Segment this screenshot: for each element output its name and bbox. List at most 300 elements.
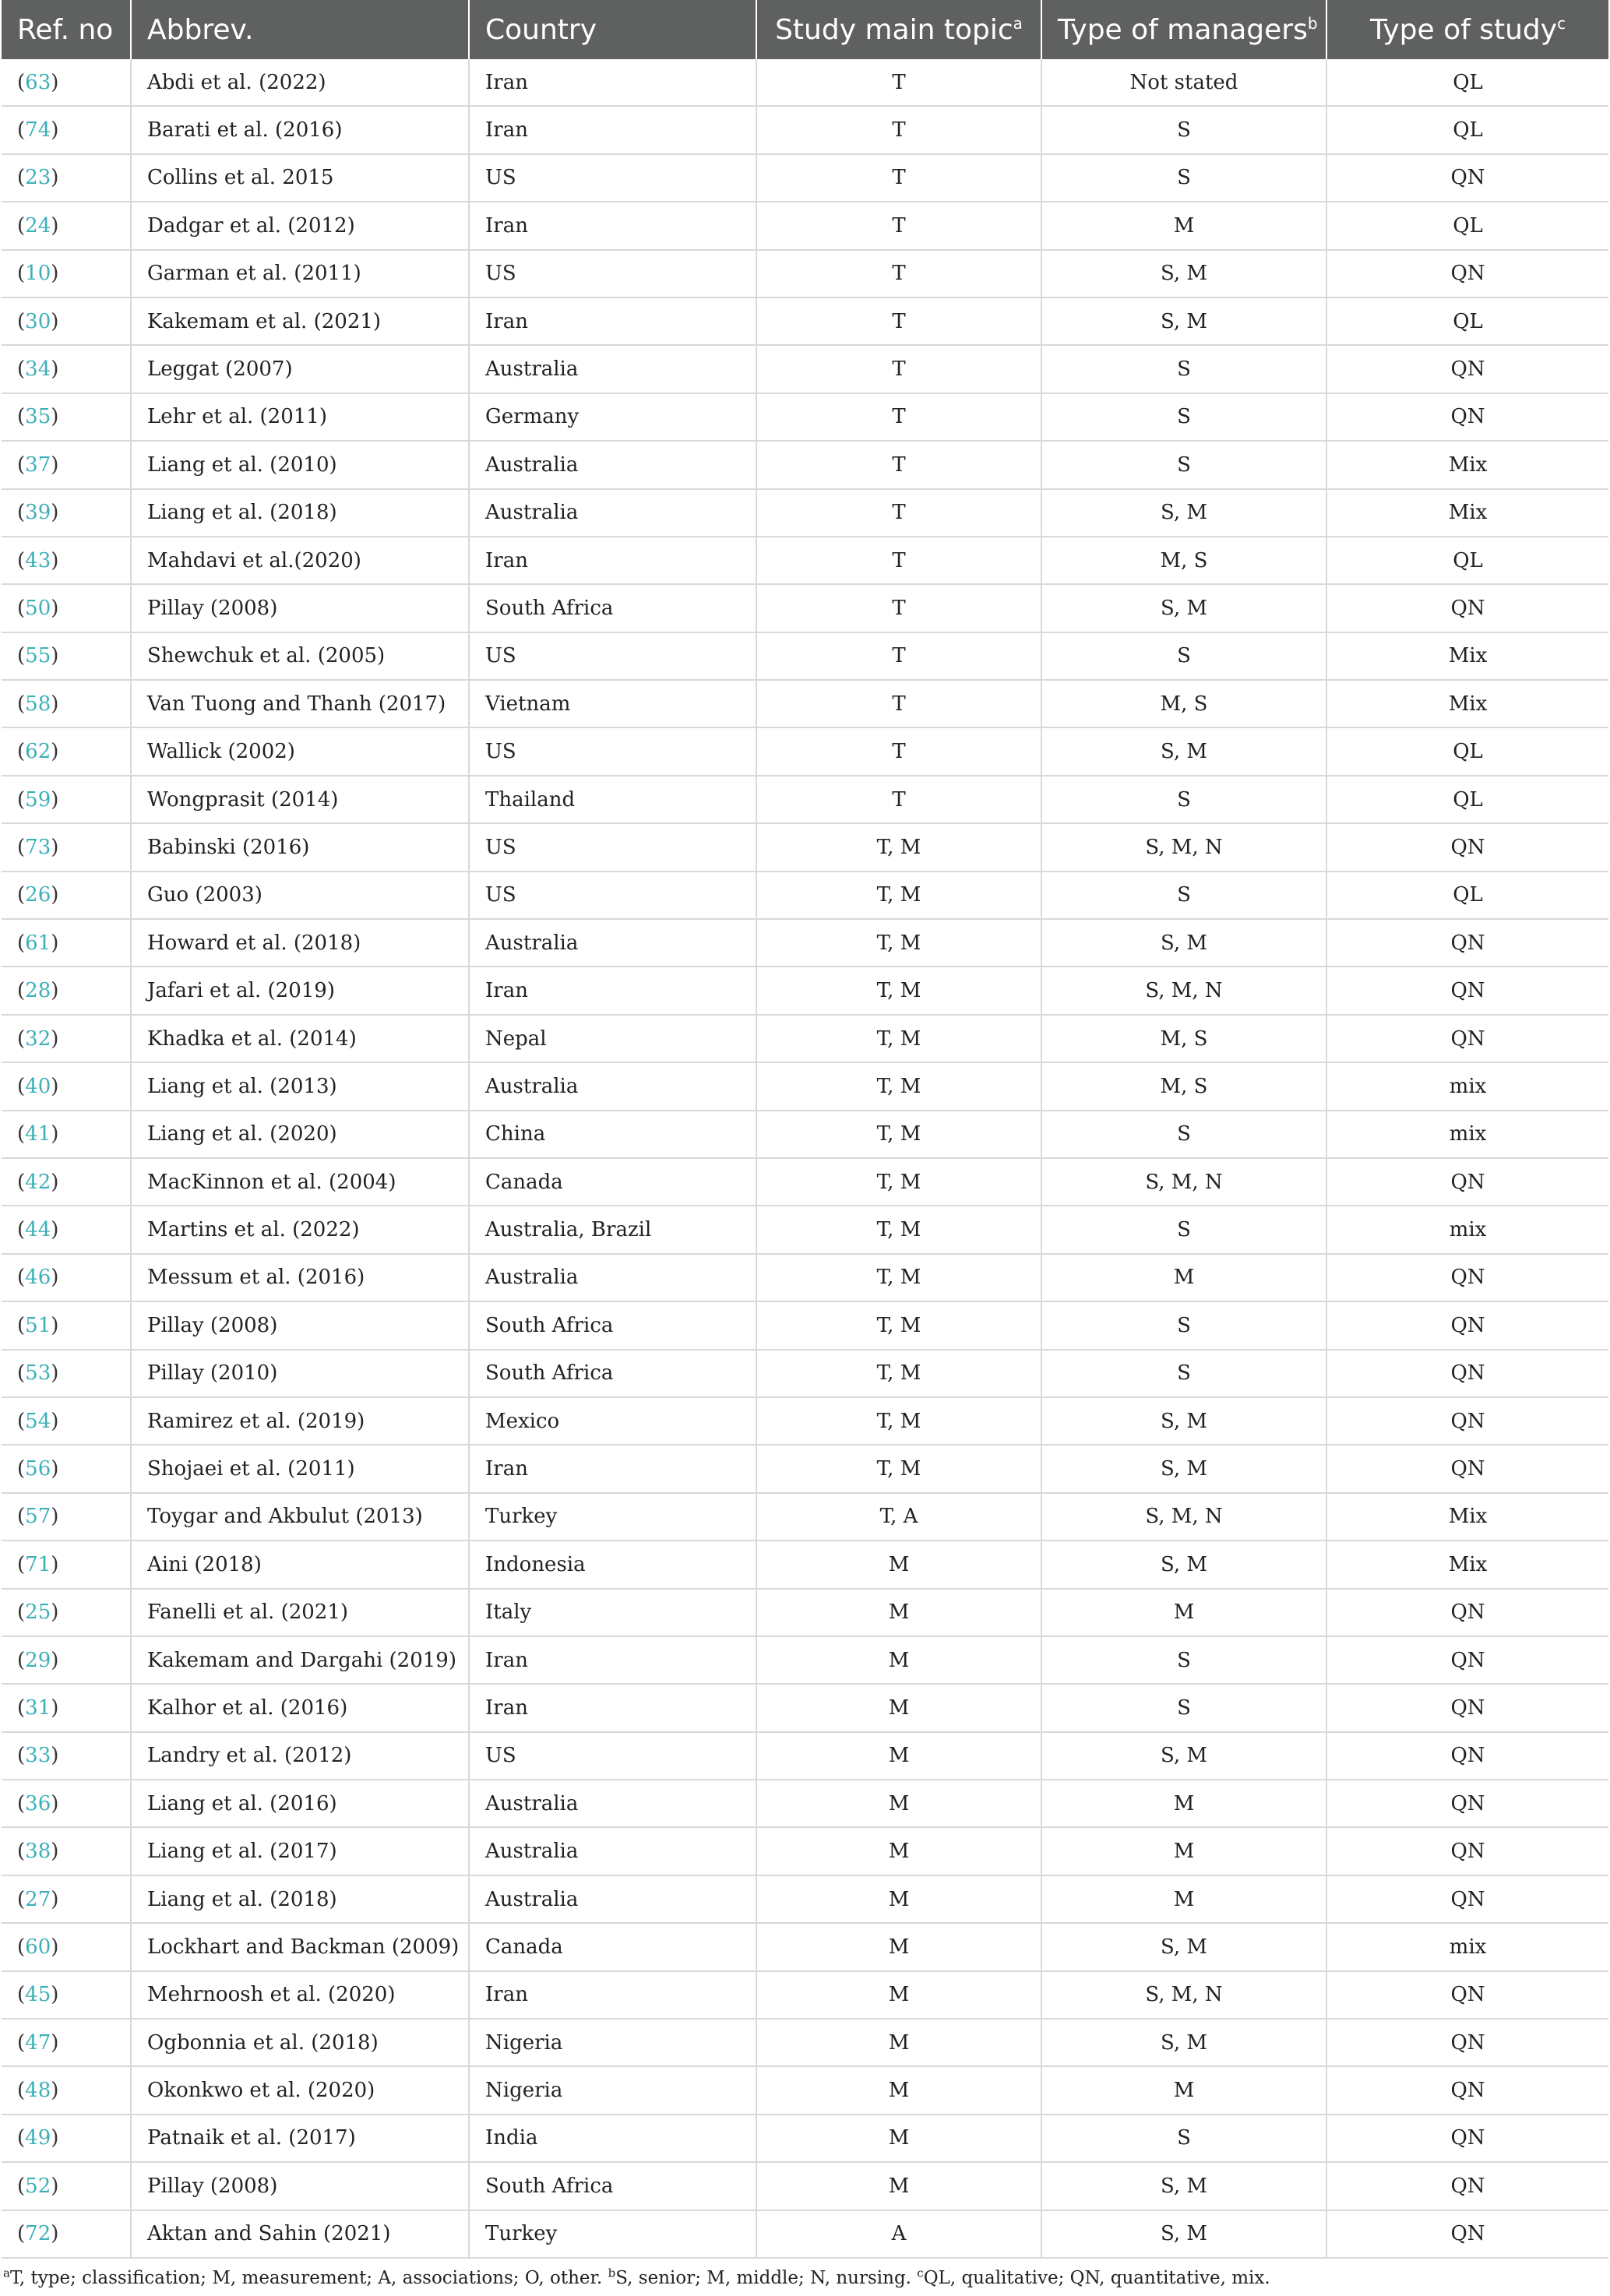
cell-study-main-topic: T, M — [756, 919, 1041, 967]
table-row — [2, 154, 1608, 202]
reference-link[interactable]: 30 — [25, 309, 51, 333]
cell-study-main-topic: T — [756, 393, 1041, 441]
cell-study-main-topic: M — [756, 1636, 1041, 1684]
reference-link[interactable]: 40 — [25, 1074, 51, 1098]
cell-abbrev: Liang et al. (2017) — [131, 1827, 469, 1875]
header-country: Country — [469, 0, 756, 59]
table-row — [2, 584, 1608, 632]
reference-link[interactable]: 55 — [25, 644, 51, 668]
cell-type-of-managers: S, M — [1041, 1397, 1326, 1445]
table-row — [2, 1397, 1608, 1445]
cell-ref-no: (46) — [2, 1254, 131, 1301]
cell-type-of-study: QN — [1326, 2019, 1608, 2066]
cell-study-main-topic: T, M — [756, 1445, 1041, 1492]
cell-country: US — [469, 872, 756, 919]
table-row — [2, 441, 1608, 488]
table-row — [2, 1445, 1608, 1492]
cell-study-main-topic: M — [756, 1875, 1041, 1923]
cell-type-of-managers: S — [1041, 1350, 1326, 1397]
cell-study-main-topic: T — [756, 537, 1041, 584]
cell-country: Vietnam — [469, 680, 756, 727]
reference-link[interactable]: 63 — [25, 70, 51, 94]
cell-abbrev: Wongprasit (2014) — [131, 776, 469, 823]
cell-type-of-managers: S — [1041, 872, 1326, 919]
cell-ref-no: (35) — [2, 393, 131, 441]
cell-type-of-managers: S — [1041, 776, 1326, 823]
reference-link[interactable]: 71 — [25, 1552, 51, 1576]
cell-type-of-study: QN — [1326, 1350, 1608, 1397]
cell-abbrev: Garman et al. (2011) — [131, 250, 469, 298]
cell-country: Australia — [469, 345, 756, 393]
cell-country: China — [469, 1111, 756, 1158]
table-row — [2, 1780, 1608, 1827]
table-row — [2, 1875, 1608, 1923]
cell-type-of-managers: M — [1041, 1827, 1326, 1875]
cell-type-of-managers: S — [1041, 632, 1326, 680]
cell-type-of-study: QN — [1326, 1684, 1608, 1731]
cell-study-main-topic: M — [756, 1684, 1041, 1731]
cell-type-of-study: QN — [1326, 2115, 1608, 2162]
cell-study-main-topic: T, M — [756, 1350, 1041, 1397]
table-row — [2, 1015, 1608, 1062]
cell-type-of-study: QL — [1326, 872, 1608, 919]
cell-type-of-managers: S, M, N — [1041, 1158, 1326, 1206]
header-type-of-study: Type of study$^c$ — [1326, 0, 1608, 59]
cell-country: Australia — [469, 441, 756, 488]
cell-abbrev: Shewchuk et al. (2005) — [131, 632, 469, 680]
cell-study-main-topic: T — [756, 584, 1041, 632]
cell-country: Nepal — [469, 1015, 756, 1062]
cell-type-of-managers: S, M — [1041, 584, 1326, 632]
reference-link[interactable]: 43 — [25, 548, 51, 572]
cell-type-of-study: QN — [1326, 1254, 1608, 1301]
table-row — [2, 823, 1608, 871]
cell-type-of-study: mix — [1326, 1923, 1608, 1970]
cell-type-of-study: QN — [1326, 1445, 1608, 1492]
cell-country: South Africa — [469, 2162, 756, 2210]
reference-link[interactable]: 52 — [25, 2174, 51, 2198]
cell-ref-no: (47) — [2, 2019, 131, 2066]
table-row — [2, 1589, 1608, 1636]
cell-ref-no: (36) — [2, 1780, 131, 1827]
cell-ref-no: (54) — [2, 1397, 131, 1445]
cell-abbrev: Mehrnoosh et al. (2020) — [131, 1971, 469, 2019]
cell-ref-no: (25) — [2, 1589, 131, 1636]
cell-ref-no: (52) — [2, 2162, 131, 2210]
table-row — [2, 967, 1608, 1014]
table-row — [2, 776, 1608, 823]
cell-abbrev: Liang et al. (2018) — [131, 489, 469, 537]
cell-type-of-managers: S, M, N — [1041, 1971, 1326, 2019]
cell-abbrev: Shojaei et al. (2011) — [131, 1445, 469, 1492]
cell-study-main-topic: T — [756, 250, 1041, 298]
cell-ref-no: (31) — [2, 1684, 131, 1731]
table-row — [2, 1158, 1608, 1206]
cell-country: Australia — [469, 1875, 756, 1923]
reference-link[interactable]: 10 — [25, 262, 51, 286]
reference-link[interactable]: 47 — [25, 2030, 51, 2055]
cell-ref-no: (49) — [2, 2115, 131, 2162]
reference-link[interactable]: 57 — [25, 1505, 51, 1529]
cell-type-of-managers: M, S — [1041, 537, 1326, 584]
table-row — [2, 106, 1608, 153]
reference-link[interactable]: 29 — [25, 1648, 51, 1672]
header-row — [2, 0, 1608, 59]
cell-type-of-managers: S, M — [1041, 727, 1326, 775]
cell-type-of-study: QN — [1326, 1875, 1608, 1923]
cell-type-of-managers: S — [1041, 1206, 1326, 1253]
cell-type-of-study: QN — [1326, 584, 1608, 632]
cell-study-main-topic: T — [756, 632, 1041, 680]
cell-type-of-study: QN — [1326, 154, 1608, 202]
cell-type-of-study: QL — [1326, 202, 1608, 249]
table-row — [2, 1493, 1608, 1541]
cell-study-main-topic: M — [756, 2162, 1041, 2210]
header-study-main-topic: Study main topic$^a$ — [756, 0, 1041, 59]
cell-ref-no: (40) — [2, 1062, 131, 1110]
reference-link[interactable]: 61 — [25, 931, 51, 955]
cell-ref-no: (72) — [2, 2210, 131, 2258]
reference-link[interactable]: 54 — [25, 1409, 51, 1433]
cell-ref-no: (55) — [2, 632, 131, 680]
cell-study-main-topic: T — [756, 680, 1041, 727]
cell-type-of-study: QN — [1326, 1301, 1608, 1349]
cell-type-of-managers: S, M — [1041, 2019, 1326, 2066]
cell-study-main-topic: T, M — [756, 1158, 1041, 1206]
cell-ref-no: (30) — [2, 298, 131, 345]
cell-type-of-study: QN — [1326, 823, 1608, 871]
cell-country: Australia, Brazil — [469, 1206, 756, 1253]
cell-type-of-study: mix — [1326, 1111, 1608, 1158]
cell-type-of-study: QN — [1326, 250, 1608, 298]
cell-abbrev: Ramirez et al. (2019) — [131, 1397, 469, 1445]
cell-country: Nigeria — [469, 2019, 756, 2066]
cell-type-of-managers: M — [1041, 1589, 1326, 1636]
reference-link[interactable]: 41 — [25, 1122, 51, 1146]
cell-ref-no: (74) — [2, 106, 131, 153]
cell-country: Thailand — [469, 776, 756, 823]
cell-country: Australia — [469, 919, 756, 967]
cell-abbrev: Pillay (2008) — [131, 2162, 469, 2210]
reference-link[interactable]: 56 — [25, 1457, 51, 1481]
cell-type-of-study: Mix — [1326, 1493, 1608, 1541]
cell-type-of-managers: Not stated — [1041, 59, 1326, 106]
cell-type-of-study: mix — [1326, 1206, 1608, 1253]
cell-country: Australia — [469, 1254, 756, 1301]
cell-abbrev: Fanelli et al. (2021) — [131, 1589, 469, 1636]
cell-type-of-study: QL — [1326, 298, 1608, 345]
reference-link[interactable]: 44 — [25, 1218, 51, 1242]
table-row — [2, 1254, 1608, 1301]
cell-study-main-topic: T, M — [756, 1397, 1041, 1445]
cell-study-main-topic: T, M — [756, 1254, 1041, 1301]
cell-type-of-study: QN — [1326, 967, 1608, 1014]
reference-link[interactable]: 24 — [25, 213, 51, 238]
cell-country: Australia — [469, 1827, 756, 1875]
reference-link[interactable]: 50 — [25, 596, 51, 620]
cell-ref-no: (10) — [2, 250, 131, 298]
cell-type-of-managers: S — [1041, 1684, 1326, 1731]
cell-type-of-study: Mix — [1326, 632, 1608, 680]
cell-ref-no: (26) — [2, 872, 131, 919]
reference-link[interactable]: 39 — [25, 501, 51, 525]
cell-abbrev: Aini (2018) — [131, 1541, 469, 1588]
cell-ref-no: (28) — [2, 967, 131, 1014]
cell-abbrev: Liang et al. (2013) — [131, 1062, 469, 1110]
cell-ref-no: (62) — [2, 727, 131, 775]
cell-abbrev: Liang et al. (2018) — [131, 1875, 469, 1923]
cell-ref-no: (42) — [2, 1158, 131, 1206]
table-row — [2, 919, 1608, 967]
cell-type-of-study: QN — [1326, 1636, 1608, 1684]
cell-study-main-topic: M — [756, 1780, 1041, 1827]
cell-country: Australia — [469, 1062, 756, 1110]
reference-link[interactable]: 37 — [25, 453, 51, 477]
cell-country: Indonesia — [469, 1541, 756, 1588]
cell-ref-no: (33) — [2, 1732, 131, 1780]
cell-ref-no: (44) — [2, 1206, 131, 1253]
cell-ref-no: (23) — [2, 154, 131, 202]
reference-link[interactable]: 31 — [25, 1696, 51, 1720]
reference-link[interactable]: 59 — [25, 787, 51, 812]
cell-ref-no: (45) — [2, 1971, 131, 2019]
cell-study-main-topic: T — [756, 727, 1041, 775]
cell-ref-no: (37) — [2, 441, 131, 488]
cell-type-of-managers: S — [1041, 345, 1326, 393]
cell-abbrev: Collins et al. 2015 — [131, 154, 469, 202]
cell-ref-no: (48) — [2, 2066, 131, 2114]
cell-study-main-topic: T, M — [756, 967, 1041, 1014]
cell-abbrev: MacKinnon et al. (2004) — [131, 1158, 469, 1206]
cell-type-of-study: Mix — [1326, 489, 1608, 537]
header-ref-no: Ref. no — [2, 0, 131, 59]
cell-country: Turkey — [469, 1493, 756, 1541]
table-row — [2, 537, 1608, 584]
cell-type-of-managers: S, M, N — [1041, 823, 1326, 871]
header-type-of-managers: Type of managers$^b$ — [1041, 0, 1326, 59]
reference-link[interactable]: 33 — [25, 1744, 51, 1768]
cell-type-of-study: QN — [1326, 1780, 1608, 1827]
cell-abbrev: Aktan and Sahin (2021) — [131, 2210, 469, 2258]
header-abbrev: Abbrev. — [131, 0, 469, 59]
cell-country: Italy — [469, 1589, 756, 1636]
cell-country: Iran — [469, 1636, 756, 1684]
reference-link[interactable]: 60 — [25, 1935, 51, 1959]
cell-country: US — [469, 1732, 756, 1780]
cell-type-of-managers: M — [1041, 1780, 1326, 1827]
cell-abbrev: Mahdavi et al.(2020) — [131, 537, 469, 584]
cell-ref-no: (71) — [2, 1541, 131, 1588]
cell-country: Iran — [469, 537, 756, 584]
cell-abbrev: Liang et al. (2010) — [131, 441, 469, 488]
reference-link[interactable]: 45 — [25, 1983, 51, 2007]
cell-study-main-topic: T — [756, 776, 1041, 823]
cell-abbrev: Howard et al. (2018) — [131, 919, 469, 967]
reference-link[interactable]: 42 — [25, 1170, 51, 1194]
cell-ref-no: (53) — [2, 1350, 131, 1397]
cell-study-main-topic: T — [756, 106, 1041, 153]
studies-table — [2, 0, 1608, 2259]
cell-abbrev: Van Tuong and Thanh (2017) — [131, 680, 469, 727]
cell-ref-no: (58) — [2, 680, 131, 727]
cell-type-of-managers: S, M — [1041, 1732, 1326, 1780]
table-row — [2, 1111, 1608, 1158]
cell-country: Iran — [469, 298, 756, 345]
cell-country: India — [469, 2115, 756, 2162]
cell-type-of-study: Mix — [1326, 441, 1608, 488]
cell-abbrev: Liang et al. (2016) — [131, 1780, 469, 1827]
cell-type-of-study: QN — [1326, 1732, 1608, 1780]
reference-link[interactable]: 53 — [25, 1361, 51, 1386]
reference-link[interactable]: 48 — [25, 2079, 51, 2103]
reference-link[interactable]: 23 — [25, 166, 51, 190]
cell-type-of-study: Mix — [1326, 680, 1608, 727]
table-row — [2, 202, 1608, 249]
cell-abbrev: Wallick (2002) — [131, 727, 469, 775]
table-row — [2, 1541, 1608, 1588]
cell-type-of-managers: M — [1041, 1254, 1326, 1301]
cell-country: US — [469, 250, 756, 298]
cell-country: US — [469, 632, 756, 680]
cell-type-of-managers: S, M — [1041, 919, 1326, 967]
reference-link[interactable]: 58 — [25, 692, 51, 716]
cell-country: US — [469, 727, 756, 775]
reference-link[interactable]: 74 — [25, 118, 51, 143]
cell-study-main-topic: T, M — [756, 1015, 1041, 1062]
reference-link[interactable]: 46 — [25, 1266, 51, 1290]
reference-link[interactable]: 25 — [25, 1601, 51, 1625]
cell-study-main-topic: M — [756, 1589, 1041, 1636]
cell-country: South Africa — [469, 584, 756, 632]
cell-type-of-study: QL — [1326, 727, 1608, 775]
cell-ref-no: (56) — [2, 1445, 131, 1492]
cell-type-of-managers: S, M — [1041, 1923, 1326, 1970]
cell-type-of-study: QL — [1326, 106, 1608, 153]
reference-link[interactable]: 36 — [25, 1791, 51, 1815]
table-row — [2, 1923, 1608, 1970]
cell-abbrev: Kakemam and Dargahi (2019) — [131, 1636, 469, 1684]
table-row — [2, 1732, 1608, 1780]
reference-link[interactable]: 62 — [25, 740, 51, 764]
reference-link[interactable]: 49 — [25, 2126, 51, 2150]
cell-study-main-topic: M — [756, 2019, 1041, 2066]
cell-country: Australia — [469, 1780, 756, 1827]
reference-link[interactable]: 26 — [25, 883, 51, 907]
cell-study-main-topic: T — [756, 298, 1041, 345]
cell-country: Turkey — [469, 2210, 756, 2258]
cell-study-main-topic: M — [756, 1827, 1041, 1875]
cell-ref-no: (24) — [2, 202, 131, 249]
cell-type-of-study: QL — [1326, 59, 1608, 106]
cell-type-of-study: mix — [1326, 1062, 1608, 1110]
cell-study-main-topic: M — [756, 1541, 1041, 1588]
reference-link[interactable]: 27 — [25, 1887, 51, 1911]
table-row — [2, 2115, 1608, 2162]
table-row — [2, 727, 1608, 775]
cell-ref-no: (43) — [2, 537, 131, 584]
cell-abbrev: Lehr et al. (2011) — [131, 393, 469, 441]
cell-ref-no: (59) — [2, 776, 131, 823]
cell-ref-no: (27) — [2, 1875, 131, 1923]
cell-study-main-topic: T, M — [756, 872, 1041, 919]
cell-type-of-managers: S, M — [1041, 1541, 1326, 1588]
cell-country: Australia — [469, 489, 756, 537]
cell-abbrev: Patnaik et al. (2017) — [131, 2115, 469, 2162]
cell-ref-no: (51) — [2, 1301, 131, 1349]
cell-ref-no: (32) — [2, 1015, 131, 1062]
cell-study-main-topic: T — [756, 345, 1041, 393]
reference-link[interactable]: 38 — [25, 1840, 51, 1864]
cell-abbrev: Babinski (2016) — [131, 823, 469, 871]
cell-abbrev: Leggat (2007) — [131, 345, 469, 393]
cell-abbrev: Jafari et al. (2019) — [131, 967, 469, 1014]
reference-link[interactable]: 35 — [25, 405, 51, 429]
cell-type-of-study: QL — [1326, 537, 1608, 584]
table-row — [2, 1636, 1608, 1684]
table-row — [2, 345, 1608, 393]
cell-abbrev: Pillay (2008) — [131, 584, 469, 632]
cell-type-of-managers: M, S — [1041, 1062, 1326, 1110]
cell-study-main-topic: T, A — [756, 1493, 1041, 1541]
reference-link[interactable]: 51 — [25, 1313, 51, 1337]
cell-type-of-study: QN — [1326, 2162, 1608, 2210]
cell-abbrev: Khadka et al. (2014) — [131, 1015, 469, 1062]
cell-type-of-study: QN — [1326, 1015, 1608, 1062]
cell-type-of-managers: S — [1041, 1111, 1326, 1158]
cell-type-of-study: QN — [1326, 1827, 1608, 1875]
cell-country: Iran — [469, 59, 756, 106]
studies-table-container — [2, 0, 1608, 2259]
cell-ref-no: (73) — [2, 823, 131, 871]
cell-study-main-topic: T — [756, 202, 1041, 249]
cell-study-main-topic: M — [756, 1732, 1041, 1780]
cell-type-of-managers: S, M — [1041, 2210, 1326, 2258]
cell-type-of-managers: S, M — [1041, 250, 1326, 298]
cell-abbrev: Kalhor et al. (2016) — [131, 1684, 469, 1731]
cell-country: Iran — [469, 106, 756, 153]
cell-study-main-topic: T — [756, 441, 1041, 488]
cell-abbrev: Pillay (2008) — [131, 1301, 469, 1349]
reference-link[interactable]: 34 — [25, 357, 51, 382]
cell-abbrev: Toygar and Akbulut (2013) — [131, 1493, 469, 1541]
reference-link[interactable]: 28 — [25, 979, 51, 1003]
cell-type-of-study: QL — [1326, 776, 1608, 823]
reference-link[interactable]: 73 — [25, 835, 51, 859]
reference-link[interactable]: 72 — [25, 2222, 51, 2246]
cell-study-main-topic: T — [756, 489, 1041, 537]
cell-type-of-managers: S, M, N — [1041, 1493, 1326, 1541]
table-row — [2, 1684, 1608, 1731]
cell-type-of-study: QN — [1326, 1589, 1608, 1636]
cell-country: South Africa — [469, 1350, 756, 1397]
table-row — [2, 632, 1608, 680]
cell-type-of-managers: S, M, N — [1041, 967, 1326, 1014]
cell-type-of-study: QN — [1326, 1971, 1608, 2019]
cell-abbrev: Landry et al. (2012) — [131, 1732, 469, 1780]
cell-type-of-managers: M — [1041, 1875, 1326, 1923]
table-row — [2, 1206, 1608, 1253]
reference-link[interactable]: 32 — [25, 1027, 51, 1051]
table-row — [2, 2210, 1608, 2258]
cell-country: US — [469, 154, 756, 202]
cell-country: Iran — [469, 1684, 756, 1731]
cell-type-of-study: QN — [1326, 2210, 1608, 2258]
table-row — [2, 1062, 1608, 1110]
cell-country: US — [469, 823, 756, 871]
table-row — [2, 2066, 1608, 2114]
cell-type-of-study: QN — [1326, 1397, 1608, 1445]
cell-type-of-managers: S, M — [1041, 489, 1326, 537]
